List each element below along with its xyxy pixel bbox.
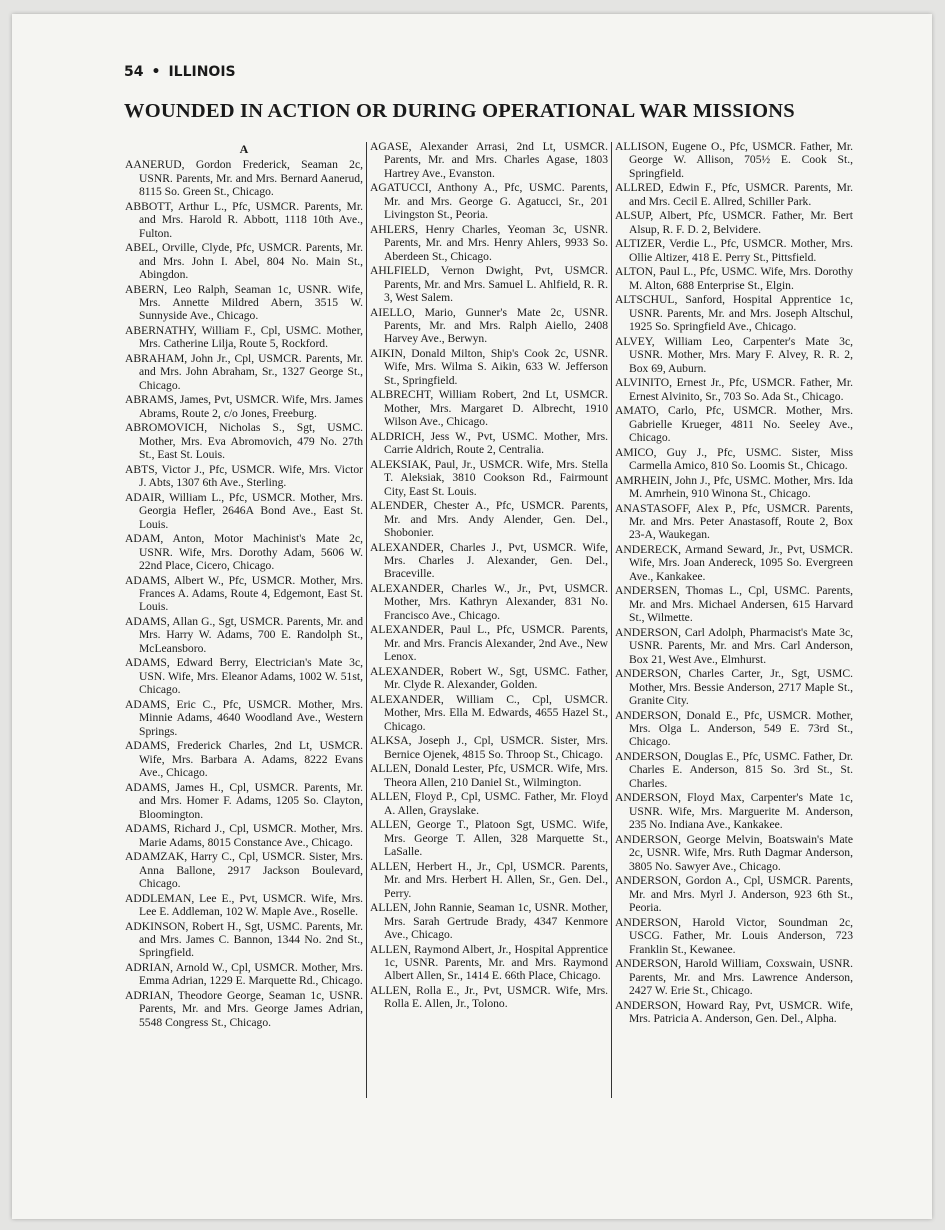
casualty-entry: ADRIAN, Theodore George, Seaman 1c, USNR. Parents, Mr. and Mrs. George James Adrian, 5548 Congress St., Chicago.: [125, 988, 363, 1029]
casualty-entry: ALEXANDER, Robert W., Sgt, USMC. Father, Mr. Clyde R. Alexander, Golden.: [370, 664, 608, 692]
section-letter: A: [239, 142, 249, 156]
casualty-entry: ALTSCHUL, Sanford, Hospital Apprentice 1c, USNR. Parents, Mr. and Mrs. Joseph Altschul, 1925 So. Springfield Ave., Chicago.: [615, 293, 853, 334]
column-1: [122, 140, 366, 1100]
casualty-entry: AMRHEIN, John J., Pfc, USMC. Mother, Mrs. Ida M. Amrhein, 910 Winona St., Chicago.: [615, 473, 853, 501]
casualty-entry: ADAMS, Eric C., Pfc, USMCR. Mother, Mrs. Minnie Adams, 4640 Woodland Ave., Western Springs.: [125, 697, 363, 738]
casualty-entry: ALEKSIAK, Paul, Jr., USMCR. Wife, Mrs. Stella T. Aleksiak, 3810 Cookson Rd., Fairmount City, East St. Louis.: [370, 457, 608, 498]
casualty-entry: ALKSA, Joseph J., Cpl, USMCR. Sister, Mrs. Bernice Ojenek, 4815 So. Throop St., Chicago.: [370, 734, 608, 761]
casualty-entry: ALLEN, Raymond Albert, Jr., Hospital Apprentice 1c, USNR. Parents, Mr. and Mrs. Raymond Albert Allen, Sr., 1414 E. 66th Place, Chicago.: [370, 942, 608, 983]
casualty-entry: ANDERSON, George Melvin, Boatswain's Mate 2c, USNR. Wife, Mrs. Ruth Dagmar Anderson, 3805 No. Sawyer Ave., Chicago.: [615, 832, 853, 873]
casualty-entry: ABEL, Orville, Clyde, Pfc, USMCR. Parents, Mr. and Mrs. John I. Abel, 804 No. Main St., Abingdon.: [125, 241, 363, 282]
casualty-entry: ALLEN, Floyd P., Cpl, USMC. Father, Mr. Floyd A. Allen, Grayslake.: [370, 790, 608, 817]
column-2: [367, 140, 611, 1100]
casualty-entry: AMICO, Guy J., Pfc, USMC. Sister, Miss Carmella Amico, 810 So. Loomis St., Chicago.: [615, 445, 853, 473]
casualty-entry: AHLFIELD, Vernon Dwight, Pvt, USMCR. Parents, Mr. and Mrs. Samuel L. Ahlfield, R. R. 3, West Salem.: [370, 264, 608, 305]
casualty-entry: ANASTASOFF, Alex P., Pfc, USMCR. Parents, Mr. and Mrs. Peter Anastasoff, Route 2, Box 23-A, Waukegan.: [615, 501, 853, 542]
casualty-entry: ALLEN, Rolla E., Jr., Pvt, USMCR. Wife, Mrs. Rolla E. Allen, Jr., Tolono.: [370, 983, 608, 1011]
casualty-entry: ANDERSON, Howard Ray, Pvt, USMCR. Wife, Mrs. Patricia A. Anderson, Gen. Del., Alpha.: [615, 998, 853, 1025]
casualty-entry: ANDERSON, Harold William, Coxswain, USNR. Parents, Mr. and Mrs. Lawrence Anderson, 2427 W. Erie St., Chicago.: [615, 957, 853, 997]
casualty-entry: ABERN, Leo Ralph, Seaman 1c, USNR. Wife, Mrs. Annette Mildred Abern, 3515 W. Sunnyside Ave., Chicago.: [125, 282, 363, 323]
casualty-entry: AGATUCCI, Anthony A., Pfc, USMC. Parents, Mr. and Mrs. George G. Agatucci, Sr., 201 Livingston St., Peoria.: [370, 181, 608, 222]
casualty-entry: ADAMS, Frederick Charles, 2nd Lt, USMCR. Wife, Mrs. Barbara A. Adams, 8222 Evans Ave., Chicago.: [125, 739, 363, 780]
casualty-entry: AIELLO, Mario, Gunner's Mate 2c, USNR. Parents, Mr. and Mrs. Ralph Aiello, 2408 Harvey Ave., Berwyn.: [370, 305, 608, 346]
casualty-entry: AGASE, Alexander Arrasi, 2nd Lt, USMCR. Parents, Mr. and Mrs. Charles Agase, 1803 Hartrey Ave., Evanston.: [370, 140, 608, 180]
page-title: WOUNDED IN ACTION OR DURING OPERATIONAL WAR MISSIONS: [124, 100, 795, 122]
casualty-entry: ALSUP, Albert, Pfc, USMCR. Father, Mr. Bert Alsup, R. F. D. 2, Belvidere.: [615, 209, 853, 236]
columns-container: [122, 140, 856, 1100]
casualty-entry: ALTIZER, Verdie L., Pfc, USMCR. Mother, Mrs. Ollie Altizer, 418 E. Perry St., Pittsfield.: [615, 237, 853, 264]
casualty-entry: ALLEN, Donald Lester, Pfc, USMCR. Wife, Mrs. Theora Allen, 210 Daniel St., Wilmington.: [370, 762, 608, 789]
casualty-entry: ABBOTT, Arthur L., Pfc, USMCR. Parents, Mr. and Mrs. Harold R. Abbott, 1118 10th Ave., Fulton.: [125, 199, 363, 240]
casualty-entry: ANDERSON, Carl Adolph, Pharmacist's Mate 3c, USNR. Parents, Mr. and Mrs. Carl Anderson, Box 21, West Ave., Elmhurst.: [615, 625, 853, 666]
casualty-entry: ALENDER, Chester A., Pfc, USMCR. Parents, Mr. and Mrs. Andy Alender, Gen. Del., Shobonier.: [370, 499, 608, 540]
casualty-entry: ADKINSON, Robert H., Sgt, USMC. Parents, Mr. and Mrs. James C. Bannon, 1344 No. 2nd St., Springfield.: [125, 919, 363, 960]
casualty-entry: ALBRECHT, William Robert, 2nd Lt, USMCR. Mother, Mrs. Margaret D. Albrecht, 1910 Wilson Ave., Chicago.: [370, 388, 608, 429]
casualty-entry: ANDERSON, Charles Carter, Jr., Sgt, USMC. Mother, Mrs. Bessie Anderson, 2717 Maple St., Granite City.: [615, 667, 853, 708]
casualty-entry: ABRAHAM, John Jr., Cpl, USMCR. Parents, Mr. and Mrs. John Abraham, Sr., 1327 George St., Chicago.: [125, 352, 363, 392]
casualty-entry: ABERNATHY, William F., Cpl, USMC. Mother, Mrs. Catherine Lilja, Route 5, Rockford.: [125, 324, 363, 351]
casualty-entry: ANDERSEN, Thomas L., Cpl, USMC. Parents, Mr. and Mrs. Michael Andersen, 615 Harvard St., Wilmette.: [615, 584, 853, 625]
page-number: 54: [124, 64, 144, 80]
casualty-entry: ALLISON, Eugene O., Pfc, USMCR. Father, Mr. George W. Allison, 705½ E. Cook St., Springfield.: [615, 140, 853, 180]
casualty-entry: ABRAMS, James, Pvt, USMCR. Wife, Mrs. James Abrams, Route 2, c/o Jones, Freeburg.: [125, 393, 363, 420]
casualty-entry: ALLRED, Edwin F., Pfc, USMCR. Parents, Mr. and Mrs. Cecil E. Allred, Schiller Park.: [615, 181, 853, 208]
casualty-entry: ALEXANDER, Charles W., Jr., Pvt, USMCR. Mother, Mrs. Kathryn Alexander, 831 No. Francisco Ave., Chicago.: [370, 582, 608, 622]
casualty-entry: ABTS, Victor J., Pfc, USMCR. Wife, Mrs. Victor J. Abts, 1307 6th Ave., Sterling.: [125, 462, 363, 490]
casualty-entry: ALDRICH, Jess W., Pvt, USMC. Mother, Mrs. Carrie Aldrich, Route 2, Centralia.: [370, 429, 608, 457]
casualty-entry: AIKIN, Donald Milton, Ship's Cook 2c, USNR. Wife, Mrs. Wilma S. Aikin, 633 W. Jefferson St., Springfield.: [370, 347, 608, 387]
casualty-entry: ADAMS, Richard J., Cpl, USMCR. Mother, Mrs. Marie Adams, 8015 Constance Ave., Chicago.: [125, 822, 363, 849]
casualty-entry: ADAMS, Allan G., Sgt, USMCR. Parents, Mr. and Mrs. Harry W. Adams, 700 E. Randolph St., McLeansboro.: [125, 615, 363, 655]
casualty-entry: AHLERS, Henry Charles, Yeoman 3c, USNR. Parents, Mr. and Mrs. Henry Ahlers, 9933 So. Aberdeen St., Chicago.: [370, 222, 608, 263]
casualty-entry: ANDERECK, Armand Seward, Jr., Pvt, USMCR. Wife, Mrs. Joan Andereck, 1095 So. Evergreen Ave., Kankakee.: [615, 543, 853, 583]
casualty-entry: ANDERSON, Harold Victor, Soundman 2c, USCG. Father, Mr. Louis Anderson, 723 Franklin St., Kewanee.: [615, 915, 853, 956]
casualty-entry: ADAMS, Edward Berry, Electrician's Mate 3c, USN. Wife, Mrs. Eleanor Adams, 1002 W. 51st, Chicago.: [125, 656, 363, 697]
page-header: [124, 64, 236, 80]
casualty-entry: AMATO, Carlo, Pfc, USMCR. Mother, Mrs. Gabrielle Krueger, 4811 No. Seeley Ave., Chicago.: [615, 404, 853, 445]
casualty-entry: ADAMZAK, Harry C., Cpl, USMCR. Sister, Mrs. Anna Ballone, 2917 Jackson Boulevard, Chicago.: [125, 850, 363, 890]
casualty-entry: ANDERSON, Gordon A., Cpl, USMCR. Parents, Mr. and Mrs. Myrl J. Anderson, 923 6th St., Peoria.: [615, 874, 853, 915]
casualty-entry: ADAM, Anton, Motor Machinist's Mate 2c, USNR. Wife, Mrs. Dorothy Adam, 5606 W. 22nd Place, Cicero, Chicago.: [125, 532, 363, 573]
casualty-entry: ADAIR, William L., Pfc, USMCR. Mother, Mrs. Georgia Hefler, 2646A Bond Ave., East St. Louis.: [125, 490, 363, 531]
casualty-entry: ADAMS, James H., Cpl, USMCR. Parents, Mr. and Mrs. Homer F. Adams, 1205 So. Clayton, Bloomington.: [125, 780, 363, 821]
casualty-entry: ALTON, Paul L., Pfc, USMC. Wife, Mrs. Dorothy M. Alton, 688 Enterprise St., Elgin.: [615, 265, 853, 292]
casualty-entry: ALEXANDER, Charles J., Pvt, USMCR. Wife, Mrs. Charles J. Alexander, Gen. Del., Braceville.: [370, 540, 608, 581]
casualty-entry: ABROMOVICH, Nicholas S., Sgt, USMC. Mother, Mrs. Eva Abromovich, 479 No. 27th St., East St. Louis.: [125, 421, 363, 462]
casualty-entry: ALLEN, George T., Platoon Sgt, USMC. Wife, Mrs. George T. Allen, 328 Marquette St., LaSalle.: [370, 818, 608, 859]
header-bullet: •: [151, 64, 161, 80]
casualty-entry: AANERUD, Gordon Frederick, Seaman 2c, USNR. Parents, Mr. and Mrs. Bernard Aanerud, 8115 So. Green St., Chicago.: [125, 158, 363, 199]
casualty-entry: ALLEN, John Rannie, Seaman 1c, USNR. Mother, Mrs. Sarah Gertrude Brady, 4347 Kenmore Ave., Chicago.: [370, 901, 608, 941]
casualty-entry: ADAMS, Albert W., Pfc, USMCR. Mother, Mrs. Frances A. Adams, Route 4, Edgemont, East St. Louis.: [125, 573, 363, 614]
casualty-entry: ALVEY, William Leo, Carpenter's Mate 3c, USNR. Mother, Mrs. Mary F. Alvey, R. R. 2, Box 69, Auburn.: [615, 334, 853, 375]
casualty-entry: ANDERSON, Donald E., Pfc, USMCR. Mother, Mrs. Olga L. Anderson, 549 E. 73rd St., Chicago.: [615, 708, 853, 749]
column-3: [612, 140, 856, 1100]
casualty-entry: ALEXANDER, William C., Cpl, USMCR. Mother, Mrs. Ella M. Edwards, 4655 Hazel St., Chicago.: [370, 692, 608, 733]
casualty-entry: ADDLEMAN, Lee E., Pvt, USMCR. Wife, Mrs. Lee E. Addleman, 102 W. Maple Ave., Roselle.: [125, 891, 363, 918]
casualty-entry: ALLEN, Herbert H., Jr., Cpl, USMCR. Parents, Mr. and Mrs. Herbert H. Allen, Sr., Gen. Del., Perry.: [370, 859, 608, 900]
casualty-entry: ALEXANDER, Paul L., Pfc, USMCR. Parents, Mr. and Mrs. Francis Alexander, 2nd Ave., New Lenox.: [370, 623, 608, 664]
casualty-entry: ALVINITO, Ernest Jr., Pfc, USMCR. Father, Mr. Ernest Alvinito, Sr., 703 So. Ada St., Chicago.: [615, 376, 853, 403]
casualty-entry: ADRIAN, Arnold W., Cpl, USMCR. Mother, Mrs. Emma Adrian, 1229 E. Marquette Rd., Chicago.: [125, 960, 363, 988]
casualty-entry: ANDERSON, Douglas E., Pfc, USMC. Father, Dr. Charles E. Anderson, 815 So. 3rd St., St. Charles.: [615, 750, 853, 790]
state-name: ILLINOIS: [168, 64, 236, 80]
casualty-entry: ANDERSON, Floyd Max, Carpenter's Mate 1c, USNR. Wife, Mrs. Marguerite M. Anderson, 235 No. Indiana Ave., Kankakee.: [615, 791, 853, 832]
